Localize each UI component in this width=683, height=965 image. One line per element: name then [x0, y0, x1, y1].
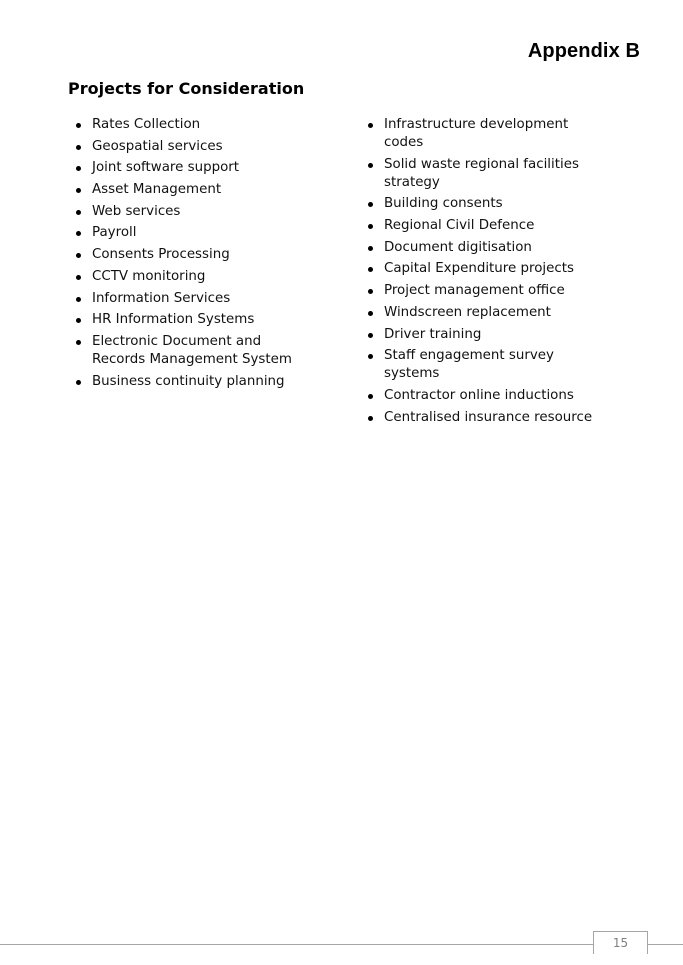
bullet-icon: [368, 416, 373, 421]
bullet-icon: [368, 354, 373, 359]
list-item: [368, 217, 608, 235]
page-number: 15: [593, 931, 648, 954]
list-item-text: Capital Expenditure projects: [384, 261, 574, 277]
projects-list-left: [76, 116, 316, 394]
bullet-icon: [368, 289, 373, 294]
bullet-icon: [76, 275, 81, 280]
list-item-text: Solid waste regional facilities strategy: [384, 156, 579, 190]
bullet-icon: [76, 380, 81, 385]
list-item-text: CCTV monitoring: [92, 268, 206, 284]
bullet-icon: [76, 318, 81, 323]
list-item: [368, 387, 608, 405]
list-item-text: Joint software support: [92, 160, 240, 176]
list-item-text: Windscreen replacement: [384, 304, 551, 320]
list-item-text: Document digitisation: [384, 239, 532, 255]
bullet-icon: [368, 333, 373, 338]
list-item: [76, 373, 316, 391]
list-item-text: Information Services: [92, 290, 231, 306]
bullet-icon: [76, 340, 81, 345]
list-item: [76, 116, 316, 134]
list-item-text: Regional Civil Defence: [384, 218, 535, 234]
bullet-icon: [368, 202, 373, 207]
bullet-icon: [76, 231, 81, 236]
list-item: [76, 159, 316, 177]
bullet-icon: [368, 163, 373, 168]
list-item: [368, 260, 608, 278]
bullet-icon: [368, 267, 373, 272]
list-item: [368, 304, 608, 322]
list-item-text: Consents Processing: [92, 247, 230, 263]
list-item-text: HR Information Systems: [92, 312, 255, 328]
list-item-text: Infrastructure development codes: [384, 117, 569, 150]
bullet-icon: [76, 123, 81, 128]
bullet-icon: [368, 394, 373, 399]
section-title: Projects for Consideration: [68, 79, 305, 98]
list-item: [76, 138, 316, 156]
list-item: [368, 239, 608, 257]
list-item: [368, 347, 608, 383]
list-item-text: Project management office: [384, 283, 565, 299]
appendix-label: Appendix B: [527, 40, 640, 62]
projects-list-right: [368, 116, 608, 430]
list-item-text: Contractor online inductions: [384, 387, 574, 403]
list-item: [368, 282, 608, 300]
bullet-icon: [368, 123, 373, 128]
list-item: [368, 195, 608, 213]
list-item: [76, 181, 316, 199]
list-item: [76, 333, 316, 369]
list-item-text: Electronic Document and Records Management System: [92, 333, 292, 367]
bullet-icon: [76, 166, 81, 171]
list-item-text: Payroll: [92, 225, 137, 241]
list-item: [76, 268, 316, 286]
list-item-text: Geospatial services: [92, 138, 223, 154]
list-item: [368, 116, 608, 152]
list-item-text: Driver training: [384, 326, 482, 342]
list-item: [368, 156, 608, 192]
bullet-icon: [76, 297, 81, 302]
bullet-icon: [76, 210, 81, 215]
list-item-text: Staff engagement survey systems: [384, 348, 554, 382]
list-item-text: Building consents: [384, 196, 503, 212]
list-item-text: Business continuity planning: [92, 373, 285, 389]
list-item-text: Rates Collection: [92, 117, 201, 132]
bullet-icon: [368, 224, 373, 229]
list-item: [76, 246, 316, 264]
footer-divider-left: [0, 944, 593, 945]
list-item: [76, 290, 316, 308]
bullet-icon: [76, 145, 81, 150]
footer-divider-right: [647, 944, 683, 945]
list-item-text: Centralised insurance resource: [384, 409, 593, 425]
bullet-icon: [76, 253, 81, 258]
list-item: [368, 326, 608, 344]
list-item: [76, 311, 316, 329]
bullet-icon: [76, 188, 81, 193]
list-item: [368, 409, 608, 427]
bullet-icon: [368, 311, 373, 316]
list-item: [76, 203, 316, 221]
list-item-text: Web services: [92, 203, 181, 219]
list-item-text: Asset Management: [92, 182, 222, 198]
bullet-icon: [368, 246, 373, 251]
list-item: [76, 224, 316, 242]
